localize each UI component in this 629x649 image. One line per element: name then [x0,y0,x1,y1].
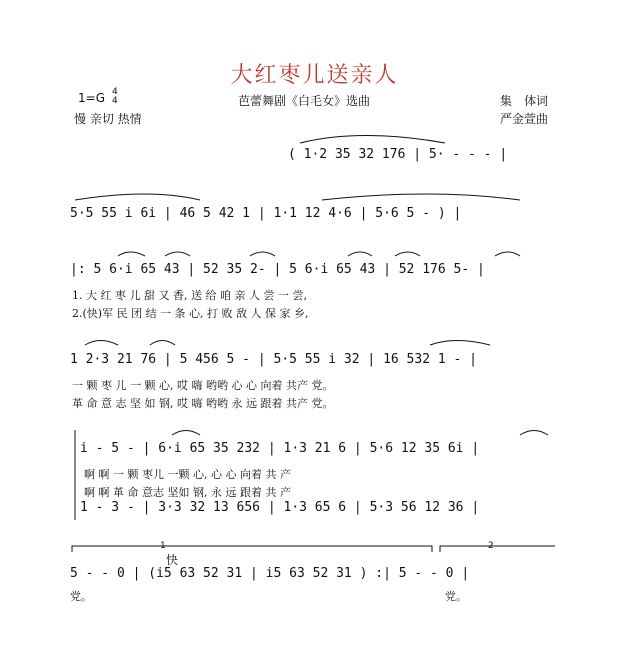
song-title: 大红枣儿送亲人 [230,63,399,88]
lyric-line-3-verse-1: 1. 大 红 枣 儿 甜 又 香, 送 给 咱 亲 人 尝 一 尝, [72,289,307,302]
lyric-end-first: 党。 [70,590,92,603]
slur-line3-c [250,252,275,256]
slur-line4-b [150,341,175,346]
second-ending-label: 2 [488,541,494,551]
slur-line3-f [495,252,520,256]
slur-line3-d [348,252,372,256]
music-line-1: ( 1·2 35 32 176 | 5· - - - | [288,147,508,162]
slur-intro [300,136,445,144]
lyric-end-second: 党。 [445,590,467,603]
lyric-line-4-verse-2: 革 命 意 志 坚 如 钢, 哎 嗨 哟哟 永 远 跟着 共产 党。 [72,397,334,410]
music-line-2: 5·5 55 i 6i | 46 5 42 1 | 1·1 12 4·6 | 5·6 5 - ) | [70,206,462,221]
time-signature-top: 4 [112,87,118,97]
first-ending-bracket [72,546,432,552]
slur-line2-b [322,194,520,200]
lyric-line-5-verse-2: 啊 啊 革 命 意志 坚如 钢, 永 远 跟着 共 产 [84,486,291,499]
slur-line4-c [430,341,490,346]
composer: 严金萱曲 [500,112,549,126]
slur-line4-a [85,341,118,346]
music-line-3: |: 5 6·i 65 43 | 52 35 2- | 5 6·i 65 43 | 52 176 5- | [70,262,485,277]
lyricist: 集 体词 [500,94,549,108]
lyric-line-5-verse-1: 啊 啊 一 颗 枣儿 一颗 心, 心 心 向着 共 产 [84,468,291,481]
key-signature: 1=G [78,91,105,105]
tempo-marking: 慢 亲切 热情 [74,112,142,126]
slur-line3-e [395,252,420,256]
music-line-5-upper: i - 5 - | 6·i 65 35 232 | 1·3 21 6 | 5·6 12 35 6i | [80,441,480,456]
slur-line5-b [520,431,548,436]
music-line-4: 1 2·3 21 76 | 5 456 5 - | 5·5 55 i 32 | 16 532 1 - | [70,352,477,367]
music-line-5-lower: 1 - 3 - | 3·3 32 13 656 | 1·3 65 6 | 5·3 56 12 36 | [80,500,480,515]
source-note: 芭蕾舞剧《白毛女》选曲 [238,94,371,108]
time-signature-bottom: 4 [112,96,118,106]
slur-line2-a [75,194,200,200]
second-ending-bracket [440,546,555,552]
slur-line3-b [165,252,190,256]
lyric-line-4-verse-1: 一 颗 枣 儿 一 颗 心, 哎 嗨 哟哟 心 心 向着 共产 党。 [72,379,334,392]
tempo-change-mark: 快 [166,553,179,567]
first-ending-label: 1 [160,541,166,551]
lyric-line-3-verse-2: 2.(快)军 民 团 结 一 条 心, 打 败 敌 人 保 家 乡, [72,307,309,320]
slur-line5-a [172,431,200,436]
slur-line3-a [118,252,145,256]
music-line-6: 5 - - 0 | (i5 63 52 31 | i5 63 52 31 ) :| 5 - - 0 | [70,566,470,581]
